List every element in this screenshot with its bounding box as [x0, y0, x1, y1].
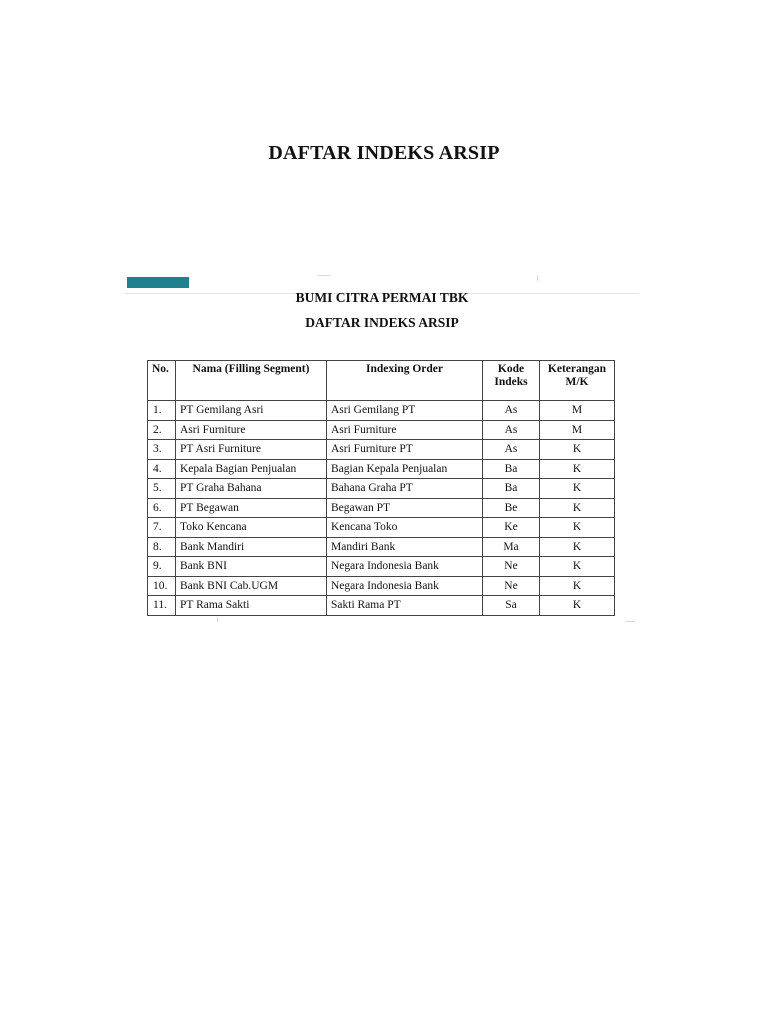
cell-nama: Asri Furniture: [176, 420, 327, 440]
cell-indexing-order: Kencana Toko: [327, 518, 483, 538]
table-row: [148, 401, 615, 421]
table-row: [148, 459, 615, 479]
cell-kode-indeks: As: [483, 440, 540, 460]
cell-kode-indeks: As: [483, 401, 540, 421]
cell-no: 5.: [148, 479, 176, 499]
cell-kode-indeks: Be: [483, 498, 540, 518]
cell-nama: Toko Kencana: [176, 518, 327, 538]
table-body: [148, 401, 615, 616]
cell-no: 6.: [148, 498, 176, 518]
index-table: [147, 360, 615, 616]
cell-no: 9.: [148, 557, 176, 577]
cell-keterangan: K: [540, 498, 615, 518]
header-nama: Nama (Filling Segment): [176, 361, 327, 401]
table-row: [148, 537, 615, 557]
cell-no: 11.: [148, 596, 176, 616]
cell-kode-indeks: Ne: [483, 576, 540, 596]
cell-indexing-order: Mandiri Bank: [327, 537, 483, 557]
cell-indexing-order: Bahana Graha PT: [327, 479, 483, 499]
header-kode-indeks: Kode Indeks: [483, 361, 540, 401]
cell-kode-indeks: Ke: [483, 518, 540, 538]
cell-keterangan: K: [540, 479, 615, 499]
faint-mark: [318, 275, 330, 276]
cell-kode-indeks: As: [483, 420, 540, 440]
cell-no: 4.: [148, 459, 176, 479]
table-row: [148, 596, 615, 616]
cell-keterangan: K: [540, 537, 615, 557]
cell-indexing-order: Bagian Kepala Penjualan: [327, 459, 483, 479]
cell-kode-indeks: Ba: [483, 479, 540, 499]
header-indexing-order: Indexing Order: [327, 361, 483, 401]
cell-keterangan: K: [540, 459, 615, 479]
cell-kode-indeks: Ne: [483, 557, 540, 577]
cell-no: 3.: [148, 440, 176, 460]
cell-keterangan: K: [540, 596, 615, 616]
header-keterangan: Keterangan M/K: [540, 361, 615, 401]
cell-nama: Bank BNI Cab.UGM: [176, 576, 327, 596]
table-row: [148, 440, 615, 460]
cell-keterangan: K: [540, 576, 615, 596]
table-row: [148, 576, 615, 596]
cell-nama: Bank Mandiri: [176, 537, 327, 557]
cell-nama: PT Gemilang Asri: [176, 401, 327, 421]
faint-mark: [625, 621, 635, 622]
cell-keterangan: K: [540, 440, 615, 460]
faint-mark: [217, 617, 218, 622]
cell-nama: PT Rama Sakti: [176, 596, 327, 616]
cell-keterangan: M: [540, 420, 615, 440]
cell-indexing-order: Negara Indonesia Bank: [327, 576, 483, 596]
table-row: [148, 420, 615, 440]
cell-nama: PT Asri Furniture: [176, 440, 327, 460]
table-row: [148, 498, 615, 518]
cell-kode-indeks: Sa: [483, 596, 540, 616]
cell-keterangan: M: [540, 401, 615, 421]
company-name: BUMI CITRA PERMAI TBK: [295, 290, 469, 305]
cell-keterangan: K: [540, 518, 615, 538]
cell-no: 7.: [148, 518, 176, 538]
cell-no: 2.: [148, 420, 176, 440]
cell-nama: Bank BNI: [176, 557, 327, 577]
table-row: [148, 557, 615, 577]
embedded-document-image: [125, 272, 639, 624]
table-header-row: [148, 361, 615, 401]
cell-nama: PT Begawan: [176, 498, 327, 518]
cell-indexing-order: Negara Indonesia Bank: [327, 557, 483, 577]
document-subtitle: DAFTAR INDEKS ARSIP: [305, 315, 459, 330]
accent-bar: [127, 277, 189, 288]
table-row: [148, 479, 615, 499]
cell-indexing-order: Sakti Rama PT: [327, 596, 483, 616]
cell-indexing-order: Begawan PT: [327, 498, 483, 518]
cell-no: 10.: [148, 576, 176, 596]
cell-nama: PT Graha Bahana: [176, 479, 327, 499]
cell-indexing-order: Asri Furniture: [327, 420, 483, 440]
cell-kode-indeks: Ma: [483, 537, 540, 557]
cell-kode-indeks: Ba: [483, 459, 540, 479]
page-title: DAFTAR INDEKS ARSIP: [268, 142, 500, 164]
table-row: [148, 518, 615, 538]
cell-indexing-order: Asri Gemilang PT: [327, 401, 483, 421]
cell-keterangan: K: [540, 557, 615, 577]
cell-nama: Kepala Bagian Penjualan: [176, 459, 327, 479]
cell-no: 8.: [148, 537, 176, 557]
faint-mark: [537, 275, 538, 281]
cell-indexing-order: Asri Furniture PT: [327, 440, 483, 460]
header-no: No.: [148, 361, 176, 401]
cell-no: 1.: [148, 401, 176, 421]
